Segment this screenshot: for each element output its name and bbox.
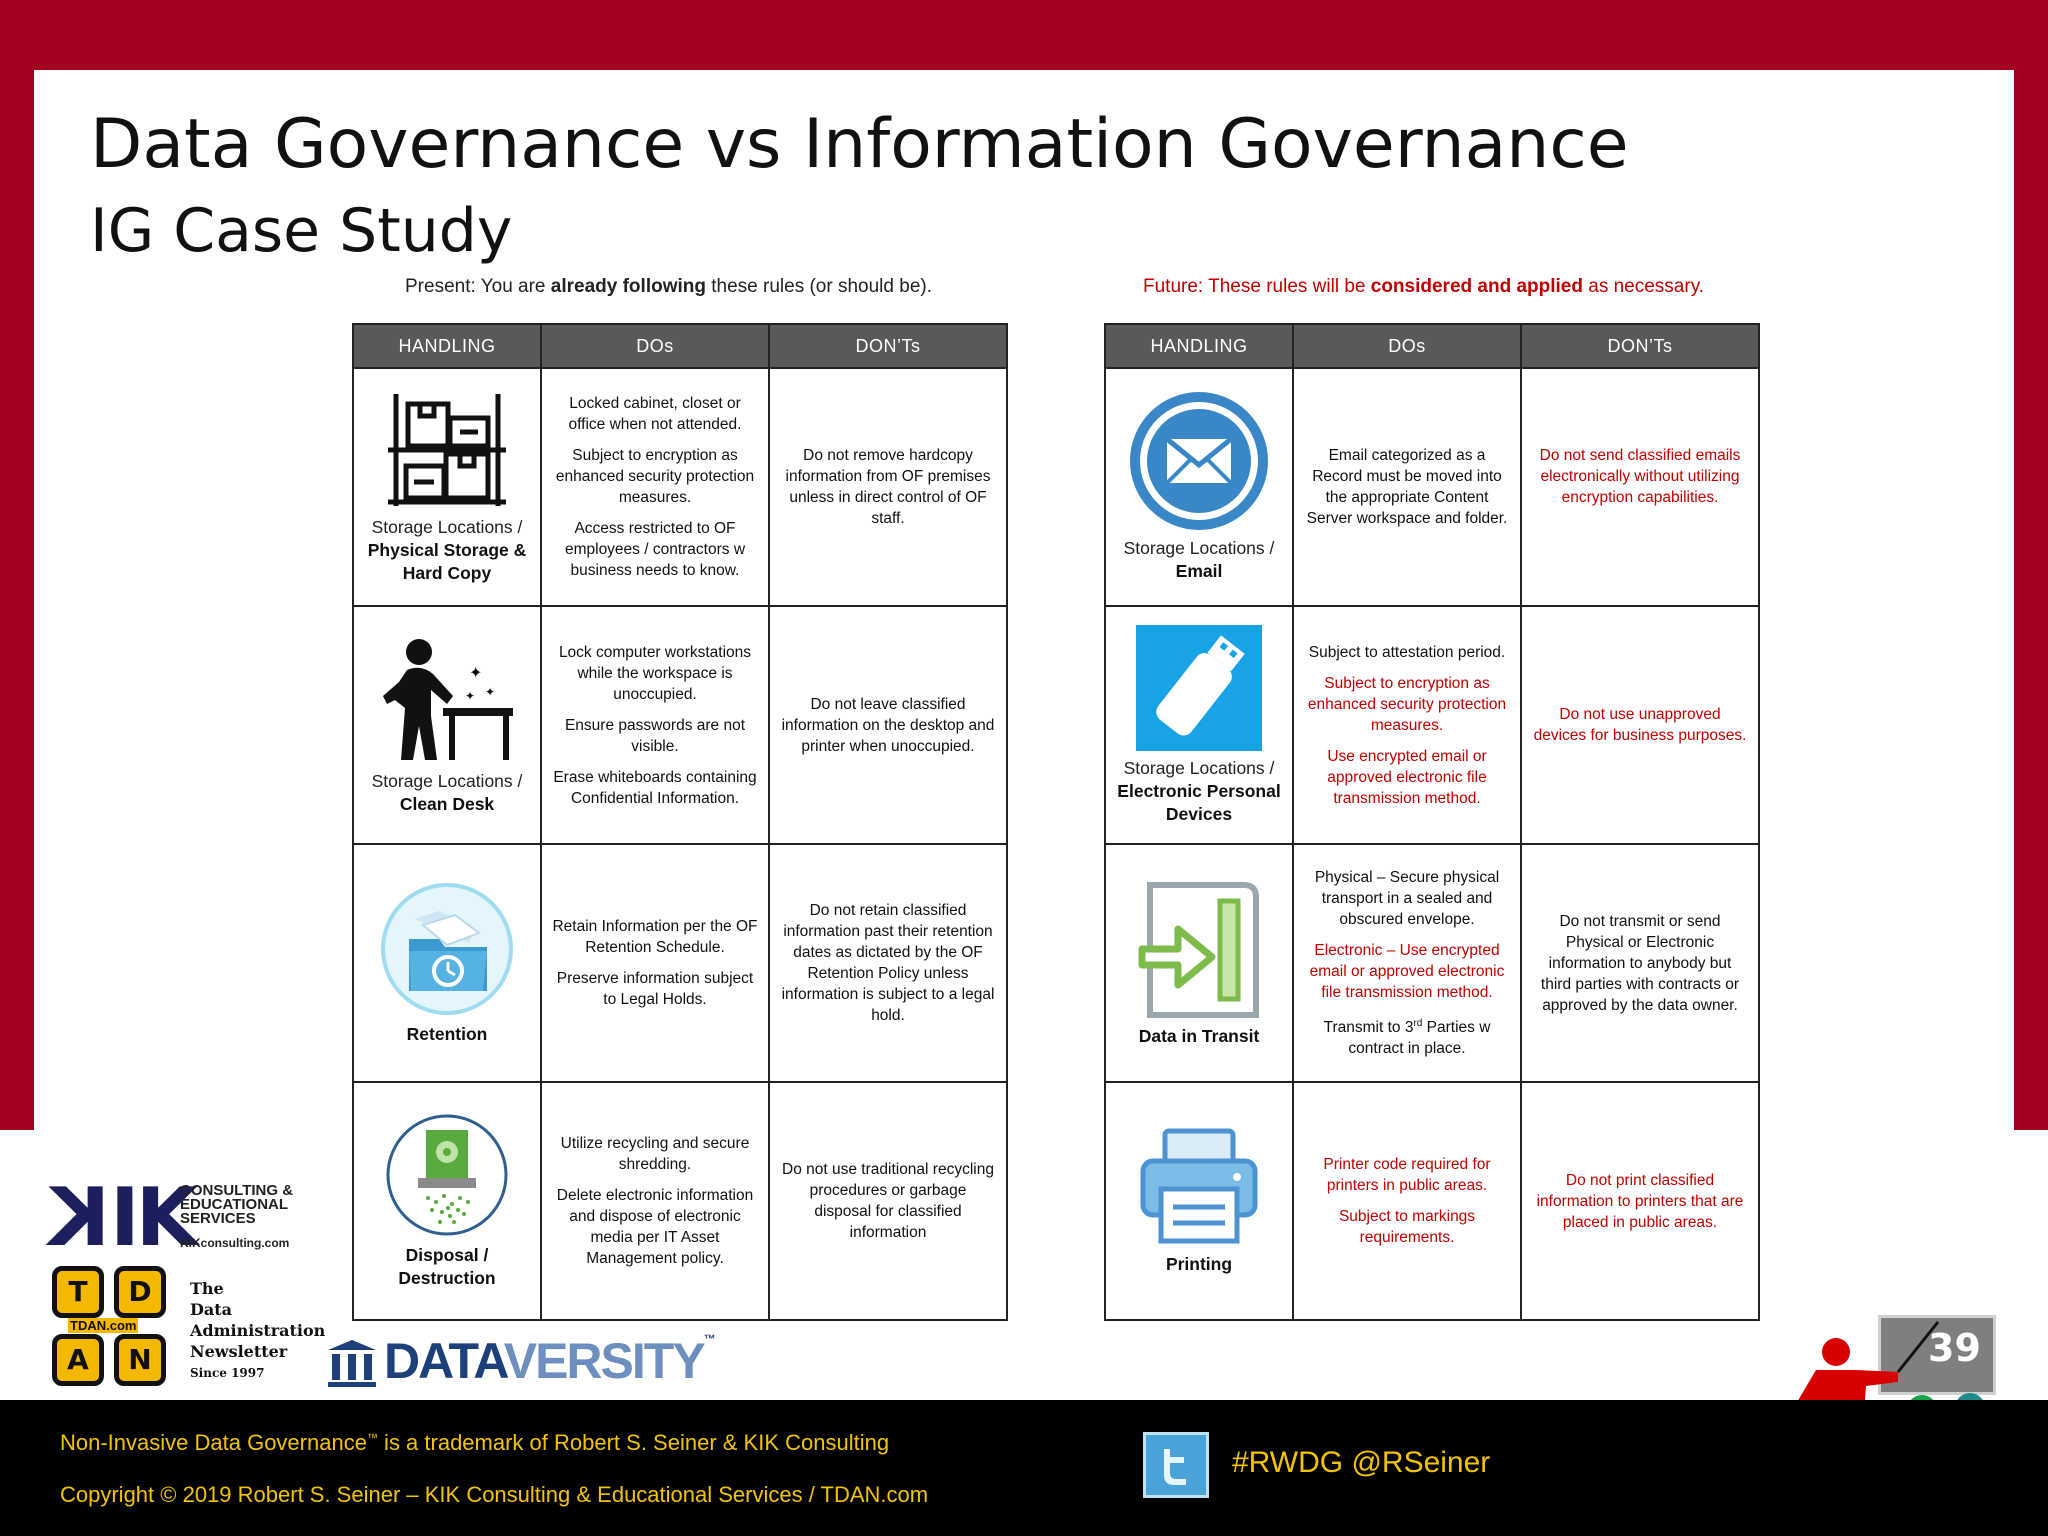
- tdan-logo: [52, 1266, 326, 1396]
- printer-icon: [1137, 1127, 1261, 1247]
- do-item: Delete electronic information and dispose of electronic media per IT Asset Management policy.: [556, 1187, 754, 1267]
- dont-item: Do not send classified emails electronically without utilizing encryption capabilities.: [1539, 447, 1741, 506]
- do-item: Retain Information per the OF Retention Schedule.: [552, 918, 758, 956]
- handling-category: Storage Locations /: [371, 516, 523, 537]
- table-row: [1105, 606, 1759, 844]
- dos-cell: [541, 1082, 769, 1320]
- table-row: [353, 844, 1007, 1082]
- tdan-tile: N: [114, 1334, 166, 1386]
- left-border: [0, 70, 34, 1130]
- table-row: [353, 606, 1007, 844]
- handling-name: Clean Desk: [399, 794, 495, 814]
- handling-name: Email: [1175, 561, 1223, 581]
- svg-text:✦: ✦: [469, 665, 483, 682]
- donts-cell: [769, 844, 1007, 1082]
- svg-text:✦: ✦: [485, 685, 496, 699]
- dos-cell: [541, 368, 769, 606]
- handling-cell: [1105, 844, 1293, 1082]
- dos-cell: [1293, 368, 1521, 606]
- do-item: Physical – Secure physical transport in a sealed and obscured envelope.: [1314, 868, 1500, 928]
- slide-title: Data Governance vs Information Governance: [90, 105, 1629, 184]
- handling-category: Storage Locations /: [1123, 757, 1275, 778]
- tdan-name: The Data Administration Newsletter: [190, 1279, 326, 1361]
- kik-logo: [52, 1171, 294, 1264]
- handling-name: Printing: [1165, 1253, 1233, 1274]
- dos-cell: [1293, 606, 1521, 844]
- do-item: Subject to encryption as enhanced security protection measures.: [555, 447, 755, 506]
- handling-cell: [353, 606, 541, 844]
- dos-cell: [541, 844, 769, 1082]
- footer-bar: [0, 1400, 2048, 1536]
- handling-cell: [1105, 368, 1293, 606]
- svg-text:✦: ✦: [465, 689, 476, 703]
- kik-logo-letters: KIK: [52, 1171, 194, 1264]
- dont-item: Do not leave classified information on the desktop and printer when unoccupied.: [781, 695, 995, 755]
- handling-cell: [353, 1082, 541, 1320]
- dos-cell: [1293, 1082, 1521, 1320]
- right-border: [2014, 70, 2048, 1130]
- handling-cell: [353, 844, 541, 1082]
- header-handling: HANDLING: [353, 324, 541, 368]
- handling-category: Storage Locations /: [1123, 538, 1275, 558]
- person-at-desk-icon: [377, 634, 517, 764]
- dont-item: Do not print classified information to printers that are placed in public areas.: [1536, 1171, 1744, 1231]
- shelving-boxes-icon: [382, 390, 512, 510]
- disk-shredder-icon: [384, 1112, 510, 1238]
- tdan-url: TDAN.com: [70, 1318, 137, 1333]
- header-handling: HANDLING: [1105, 324, 1293, 368]
- handling-cell: [1105, 1082, 1293, 1320]
- dont-item: Do not use traditional recycling procedures or garbage disposal for classified information: [782, 1161, 994, 1241]
- do-item: Printer code required for printers in public areas.: [1323, 1156, 1491, 1194]
- dont-item: Do not remove hardcopy information from OF premises unless in direct control of OF staff.: [785, 447, 991, 527]
- donts-cell: [769, 368, 1007, 606]
- handling-cell: [1105, 606, 1293, 844]
- kik-logo-text: CONSULTING & EDUCATIONAL SERVICES: [180, 1182, 294, 1227]
- header-donts: DON’Ts: [1521, 324, 1759, 368]
- dataversity-wordmark: DATAVERSITY™: [384, 1332, 714, 1389]
- dont-item: Do not transmit or send Physical or Electronic information to anybody but third parties with contracts or approved by the data owner.: [1540, 912, 1740, 1014]
- handling-category: Storage Locations /: [371, 771, 523, 791]
- donts-cell: [1521, 606, 1759, 844]
- tdan-tile: D: [114, 1266, 166, 1318]
- header-donts: DON’Ts: [769, 324, 1007, 368]
- do-item: Preserve information subject to Legal Holds.: [556, 970, 754, 1008]
- slide-number: 39: [1928, 1326, 1981, 1370]
- future-rules-table: [1104, 323, 1760, 1321]
- donts-cell: [1521, 844, 1759, 1082]
- donts-cell: [769, 606, 1007, 844]
- tdan-since: Since 1997: [190, 1366, 265, 1380]
- table-header-row: [1105, 324, 1759, 368]
- do-item: Subject to attestation period.: [1308, 643, 1506, 661]
- tdan-tile: A: [52, 1334, 104, 1386]
- top-banner: [0, 0, 2048, 70]
- donts-cell: [1521, 368, 1759, 606]
- transit-arrow-icon: [1134, 879, 1264, 1019]
- header-dos: DOs: [1293, 324, 1521, 368]
- header-dos: DOs: [541, 324, 769, 368]
- table-row: [1105, 1082, 1759, 1320]
- handling-name: Physical Storage & Hard Copy: [367, 539, 527, 583]
- handling-cell: [353, 368, 541, 606]
- dont-item: Do not retain classified information past their retention dates as dictated by the OF Retention Policy unless information is subject to a legal hold.: [781, 902, 995, 1024]
- folder-clock-icon: [379, 881, 515, 1017]
- present-caption: Present: You are already following these rules (or should be).: [405, 276, 932, 297]
- do-item: Transmit to 3rd Parties w contract in place.: [1323, 1017, 1491, 1058]
- do-item: Utilize recycling and secure shredding.: [560, 1135, 750, 1173]
- do-item: Erase whiteboards containing Confidential Information.: [553, 768, 757, 807]
- do-item: Subject to markings requirements.: [1338, 1208, 1476, 1246]
- envelope-icon: [1129, 391, 1269, 531]
- slide-subtitle: IG Case Study: [90, 196, 513, 266]
- dos-cell: [541, 606, 769, 844]
- dont-item: Do not use unapproved devices for business purposes.: [1533, 706, 1747, 744]
- donts-cell: [1521, 1082, 1759, 1320]
- twitter-icon: [1143, 1432, 1209, 1498]
- do-item: Locked cabinet, closet or office when not attended.: [568, 395, 742, 433]
- table-row: [1105, 844, 1759, 1082]
- handling-name: Retention: [406, 1023, 488, 1044]
- social-handle: #RWDG @RSeiner: [1232, 1446, 1491, 1479]
- table-header-row: [353, 324, 1007, 368]
- handling-name: Data in Transit: [1138, 1025, 1260, 1046]
- do-item: Subject to encryption as enhanced security protection measures.: [1307, 674, 1507, 734]
- usb-drive-icon: [1136, 625, 1262, 751]
- do-item: Email categorized as a Record must be moved into the appropriate Content Server workspace and folder.: [1306, 447, 1508, 527]
- footer-trademark: Non-Invasive Data Governance™ is a trademark of Robert S. Seiner & KIK Consulting: [60, 1430, 890, 1455]
- handling-name: Disposal / Destruction: [398, 1245, 496, 1288]
- footer-copyright: Copyright © 2019 Robert S. Seiner – KIK Consulting & Educational Services / TDAN.com: [60, 1482, 929, 1507]
- table-row: [353, 1082, 1007, 1320]
- do-item: Lock computer workstations while the workspace is unoccupied.: [558, 643, 752, 703]
- table-row: [353, 368, 1007, 606]
- do-item: Electronic – Use encrypted email or approved electronic file transmission method.: [1309, 941, 1505, 1001]
- do-item: Use encrypted email or approved electronic file transmission method.: [1327, 747, 1487, 807]
- donts-cell: [769, 1082, 1007, 1320]
- handling-name: Electronic Personal Devices: [1117, 780, 1281, 824]
- tdan-tile: T: [52, 1266, 104, 1318]
- dataversity-columns-icon: [326, 1338, 378, 1388]
- present-rules-table: [352, 323, 1008, 1321]
- kik-logo-url: KIKconsulting.com: [180, 1236, 290, 1250]
- table-row: [1105, 368, 1759, 606]
- future-caption: Future: These rules will be considered and applied as necessary.: [1143, 276, 1705, 297]
- do-item: Ensure passwords are not visible.: [564, 716, 746, 755]
- dos-cell: [1293, 844, 1521, 1082]
- do-item: Access restricted to OF employees / contractors w business needs to know.: [564, 520, 746, 579]
